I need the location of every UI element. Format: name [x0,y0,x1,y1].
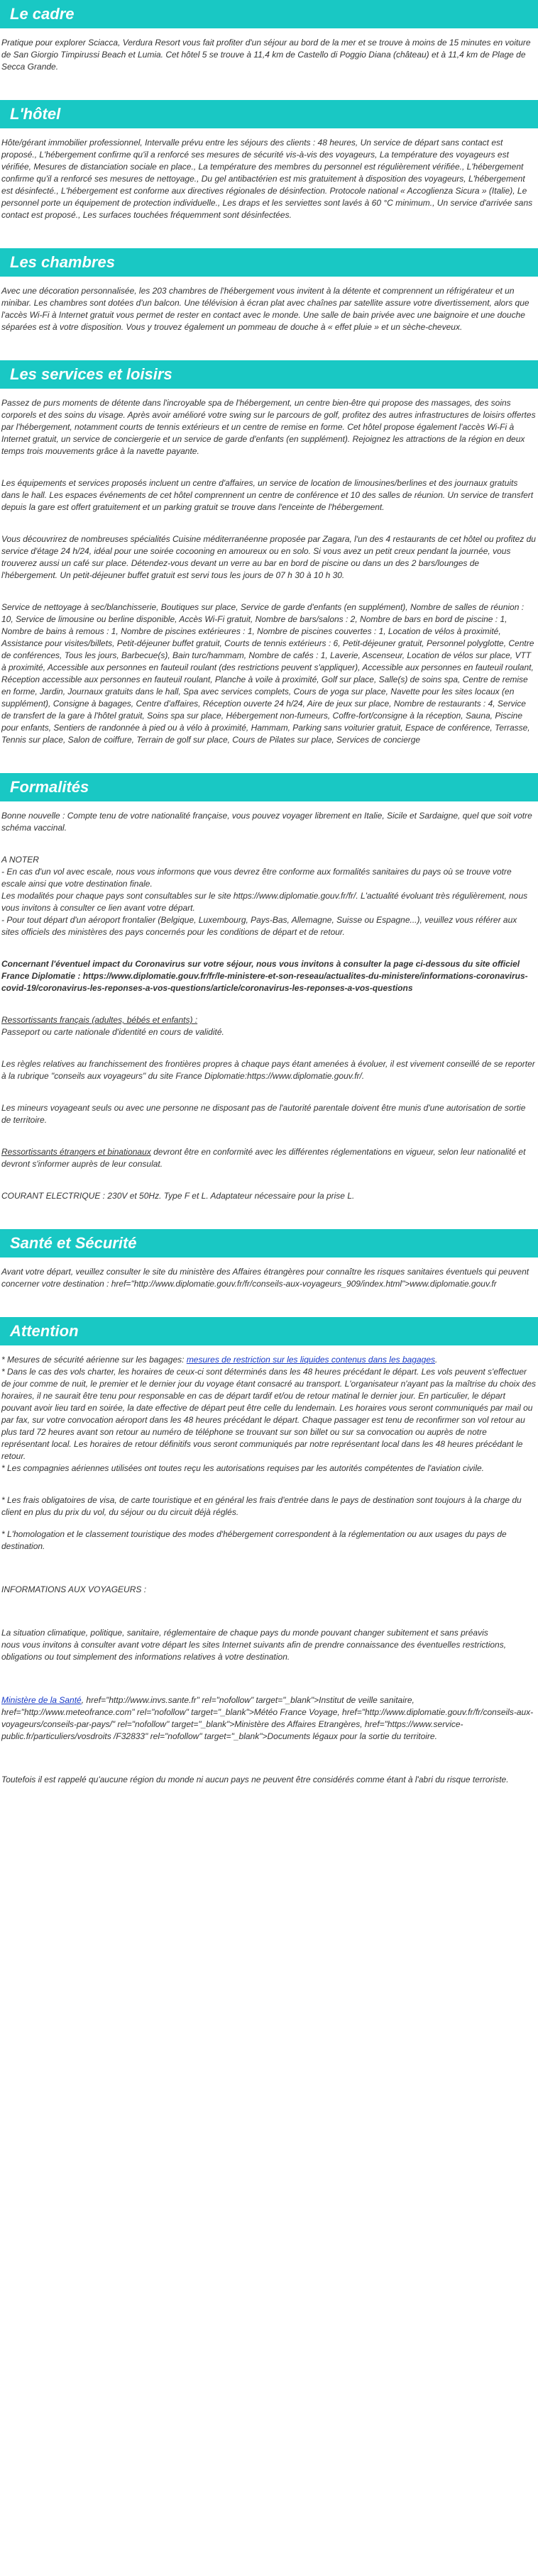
frontieres-regles: Les règles relatives au franchissement des frontières propres à chaque pays étant amenées à évoluer, il est vivement conseillé de se reporter à la rubrique "conseils aux voyageurs" du site France Diplomatie:https://www.diplomatie.gouv.fr/. [1,1059,535,1081]
chambres-text: Avec une décoration personnalisée, les 203 chambres de l'hébergement vous invitent à la détente et comprennent un réfrigérateur et un minibar. Les chambres sont dotées d'un balcon. Une télévision à écran plat avec chaînes par satellite assure votre divertissement, alors que l'accès Wi-Fi à Internet gratuit vous permet de rester en contact avec le monde. Une salle de bain privée avec une baignoire et une douche séparées est à votre disposition. Vous y trouvez également un pommeau de douche à « effet pluie » et un sèche-cheveux. [1,286,529,332]
fr-nationals-title: Ressortissants français (adultes, bébés et enfants) : [1,1015,198,1025]
situation-text: La situation climatique, politique, sanitaire, réglementaire de chaque pays du monde pouvant changer subitement et sans préavis [1,1628,488,1638]
cadre-text: Pratique pour explorer Sciacca, Verdura Resort vous fait profiter d'un séjour au bord de la mer et se trouve à moins de 15 minutes en voiture de San Giorgio Timpirussi Beach et Lumia. Cet hôtel 5 se trouve à 11,4 km de Castello di Poggio Diana (château) et à 11,4 km de Plage de Secca Grande. [1,38,531,72]
services-dining-text: Vous découvrirez de nombreuses spécialités Cuisine méditerranéenne proposée par Zagara, l'un des 4 restaurants de cet hôtel ou profitez du service d'étage 24 h/24, idéal pour une soirée cocooning en amoureux ou en solo. Si vous avez un petit creux pendant la journée, vous trouverez aussi un café sur place. Détendez-vous devant un verre au bar en bord de piscine ou dans un des 2 bars/lounges de l'hébergement. Un petit-déjeuner buffet gratuit est servi tous les jours de 07 h 30 à 10 h 30. [1,534,536,580]
attention-bagages-label: * Mesures de sécurité aérienne sur les bagages: [1,1355,187,1365]
anoter-modalites: Les modalités pour chaque pays sont consultables sur le site https://www.diplomatie.gouv.fr/fr/. L'actualité évoluant très régulièrement, nous vous invitons à consulter ce lien avant votre départ. [1,891,528,913]
ministere-links-text: , href="http://www.invs.sante.fr" rel="nofollow" target="_blank">Institut de veille sanitaire, href="http://www.meteofrance.com" rel="nofollow" target="_blank">Météo France Voyage, href="http://www.diplomatie.gouv.fr/fr/conseils-aux-voyageurs/conseils-par-pays/" rel="nofollow" target="_blank">Ministère des Affaires Etrangères, href="https://www.service-public.fr/particuliers/vosdroits /F32833" rel="nofollow" target="_blank">Documents légaux pour la sortie du territoire. [1,1695,534,1741]
attention-vols-charter: * Dans le cas des vols charter, les horaires de ceux-ci sont déterminés dans les 48 heures précédant le départ. Les vols peuvent s'effectuer de jour comme de nuit, le premier et le dernier jour du voyage étant consacré au transport. L'organisateur n'ayant pas la maîtrise du choix des horaires, il ne saurait être tenu pour responsable en cas de départ tardif et/ou de retour matinal le dernier jour. En particulier, le départ pouvant avoir lieu tard en soirée, la date effective de départ peut être celle du lendemain. Les horaires vous seront communiqués par mail ou par fax, sur votre convocation aéroport dans les 48 heures précédant le départ. Chaque passager est tenu de reconfirmer son vol retour au plus tard 72 heures avant son retour au numéro de téléphone se trouvant sur son billet ou sur sa convocation ou auprès de notre représentant local. Les horaires de retour définitifs vous seront communiqués par notre représentant local dans les 48 heures précédant le retour. [1,1367,536,1461]
attention-compagnies: * Les compagnies aériennes utilisées ont toutes reçu les autorisations requises par les autorités compétentes de l'aviation civile. [1,1463,484,1473]
situation-text-2: nous vous invitons à consulter avant votre départ les sites Internet suivants afin de prendre connaissance des éventuelles restrictions, obligations ou tout simplement des informations relatives à votre destination. [1,1640,507,1662]
services-business-text: Les équipements et services proposés incluent un centre d'affaires, un service de location de limousines/berlines et des journaux gratuits dans le hall. Les espaces événements de cet hôtel comprennent un centre de conférence et 10 des salles de réunion. Un service de transfert depuis la gare est offert gratuitement et un parking gratuit se trouve dans l'enceinte de l'hébergement. [1,478,534,512]
services-amenities-list: Service de nettoyage à sec/blanchisserie, Boutiques sur place, Service de garde d'enfants (en supplément), Nombre de salles de réunion : 10, Service de limousine ou berline disponible, Accès Wi-Fi gratuit, Nombre de bars/salons : 2, Nombre de bars en bord de piscine : 1, Nombre de bains à remous : 1, Nombre de piscines extérieures : 1, Nombre de piscines couvertes : 1, Location de vélos à proximité, Assistance pour visites/billets, Petit-déjeuner buffet gratuit, Courts de tennis extérieurs : 6, Petit-déjeuner gratuit, Personnel polyglotte, Centre de conférences, Tous les jours, Barbecue(s), Bain turc/hammam, Nombre de cafés : 1, Laverie, Ascenseur, Location de vélos sur place, VTT à proximité, Accessible aux personnes en fauteuil roulant (des restrictions peuvent s'appliquer), Accessible aux personnes en fauteuil roulant, Réception accessible aux personnes en fauteuil roulant, Planche à voile à proximité, Golf sur place, Salle(s) de soins spa, Centre de remise en forme, Jardin, Journaux gratuits dans le hall, Spa avec services complets, Cours de yoga sur place, Navette pour les sites locaux (en supplément), Consigne à bagages, Centre d'affaires, Réception ouverte 24 h/24, Aire de jeux sur place, Nombre de restaurants : 4, Service de transfert de la gare à l'hôtel gratuit, Soins spa sur place, Hébergement non-fumeurs, Coffre-fort/consigne à la réception, Sauna, Piscine pour enfants, Sentiers de randonnée à pied ou à vélo à proximité, Hammam, Parking sans voiturier gratuit, Espace de conférence, Terrasse, Tennis sur place, Salon de coiffure, Terrain de golf sur place, Cours de Pilates sur place, Services de concierge [1,602,534,745]
section-title-attention: Attention [0,1317,538,1345]
mineurs-text: Les mineurs voyageant seuls ou avec une personne ne disposant pas de l'autorité parentale doivent être munis d'une autorisation de sortie de territoire. [1,1103,526,1125]
liquides-restriction-link[interactable]: mesures de restriction sur les liquides contenus dans les bagages [186,1355,436,1365]
courant-electrique: COURANT ELECTRIQUE : 230V et 50Hz. Type F et L. Adaptateur nécessaire pour la prise L. [1,1191,355,1201]
section-title-formalites: Formalités [0,773,538,801]
attention-bagages-end: . [435,1355,438,1365]
section-title-services: Les services et loisirs [0,360,538,389]
section-title-cadre: Le cadre [0,0,538,28]
section-title-hotel: L'hôtel [0,100,538,128]
sante-text: Avant votre départ, veuillez consulter le site du ministère des Affaires étrangères pour connaître les risques sanitaires éventuels qui peuvent concerner votre destination : href="http://www.diplomatie.gouv.fr/fr/conseils-aux-voyageurs_909/index.html">www.diplomatie.gouv.fr [1,1267,529,1289]
attention-homologation: * L'homologation et le classement touristique des modes d'hébergement correspondent à la réglementation ou aux usages du pays de destination. [1,1529,507,1551]
section-services [0,360,538,746]
hotel-text: Hôte/gérant immobilier professionnel, Intervalle prévu entre les séjours des clients : 48 heures, Un service de départ sans contact est proposé., L'hébergement confirme qu'il a renforcé ses mesures de sécurité vis-à-vis des voyageurs, La température des voyageurs est vérifiée, Mesures de distanciation sociale en place., La température des membres du personnel est régulièrement vérifiée., L'hébergement confirme qu'il a renforcé ses mesures de nettoyage., Du gel antibactérien est mis gratuitement à disposition des voyageurs, L'hébergement est désinfecté., L'hébergement est conforme aux directives régionales de désinfection. Protocole national « Accoglienza Sicura » (Italie), Le personnel porte un équipement de protection individuelle., Les draps et les serviettes sont lavés à 60 °C minimum., Un service d'arrivée sans contact est proposé., Les surfaces touchées fréquemment sont désinfectées. [1,138,533,220]
fr-nationals-text: Passeport ou carte nationale d'identité en cours de validité. [1,1027,224,1037]
services-spa-text: Passez de purs moments de détente dans l'incroyable spa de l'hébergement, un centre bien-être qui propose des massages, des soins corporels et des soins du visage. Après avoir amélioré votre swing sur le parcours de golf, profitez des autres infrastructures de loisirs offertes par l'hébergement, notamment courts de tennis extérieurs et un centre de remise en forme. Cet hôtel propose également l'accès Wi-Fi à Internet gratuit, un service de conciergerie et un service de garde d'enfants (en supplément). Rejoignez les attractions de la région en deux temps trois mouvements grâce à la navette payante. [1,398,536,456]
anoter-frontalier: - Pour tout départ d'un aéroport frontalier (Belgique, Luxembourg, Pays-Bas, Allemagne, Suisse ou Espagne...), veuillez vous référer aux sites officiels des ministères des pays concernés pour les conditions de départ et de retour. [1,915,517,937]
section-title-sante: Santé et Sécurité [0,1229,538,1258]
section-sante [0,1229,538,1290]
attention-frais-visa: * Les frais obligatoires de visa, de carte touristique et en général les frais d'entrée dans le pays de destination sont toujours à la charge du client en plus du prix du vol, du séjour ou du circuit déjà réglés. [1,1495,522,1517]
formalites-intro: Bonne nouvelle : Compte tenu de votre nationalité française, vous pouvez voyager librement en Italie, Sicile et Sardaigne, quel que soit votre schéma vaccinal. [1,811,532,833]
section-chambres [0,248,538,333]
foreign-nationals-text: devront être en conformité avec les différentes réglementations en vigueur, selon leur nationalité et devront s'informer auprès de leur consulat. [1,1147,526,1169]
anoter-escale: - En cas d'un vol avec escale, nous vous informons que vous devrez être conforme aux formalités sanitaires du pays où se trouve votre escale ainsi que votre destination finale. [1,867,512,889]
anoter-title: A NOTER [1,855,39,865]
section-hotel [0,100,538,221]
section-attention [0,1317,538,1786]
covid-notice: Concernant l'éventuel impact du Coronavirus sur votre séjour, nous vous invitons à consulter la page ci-dessous du site officiel France Diplomatie : https://www.diplomatie.gouv.fr/fr/le-ministere-et-son-reseau/actualites-du-ministere/informations-coronavirus-covid-19/coronavirus-les-reponses-a-vos-questions/article/coronavirus-les-reponses-a-vos-questions [1,959,528,993]
foreign-nationals-title: Ressortissants étrangers et binationaux [1,1147,151,1157]
info-voyageurs-title: INFORMATIONS AUX VOYAGEURS : [1,1584,147,1594]
section-title-chambres: Les chambres [0,248,538,277]
terrorisme-notice: Toutefois il est rappelé qu'aucune région du monde ni aucun pays ne peuvent être considérés comme étant à l'abri du risque terroriste. [1,1775,509,1784]
ministere-sante-link[interactable]: Ministère de la Santé [1,1695,82,1705]
section-formalites [0,773,538,1202]
section-cadre [0,0,538,73]
